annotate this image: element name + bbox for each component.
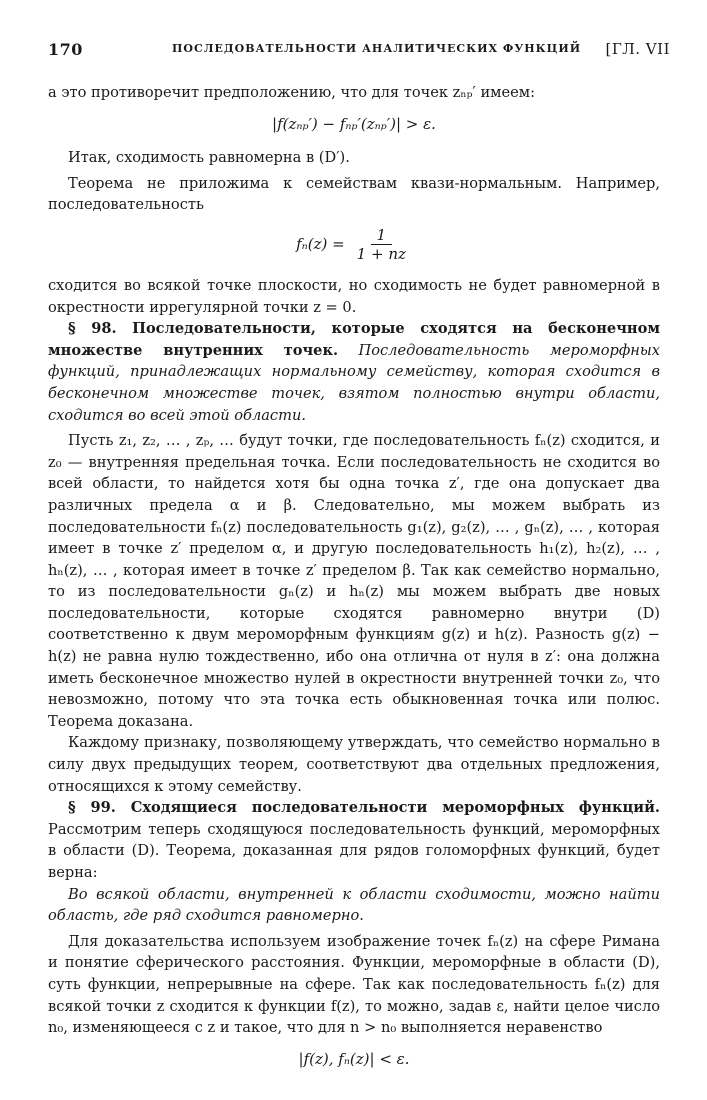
fraction-numerator: 1 xyxy=(371,226,393,245)
theorem-statement: Во всякой области, внутренней к области сходимости, можно найти область, где ряд сходится равномерно. xyxy=(48,885,660,925)
paragraph: Итак, сходимость равномерна в (D′). xyxy=(68,149,350,167)
paragraph: Пусть z₁, z₂, … , zₚ, … будут точки, где последовательность fₙ(z) сходится, и z₀ — внутренняя предельная точка. Если последовательность не сходится во всей области, то найдется хотя бы одна точка z′, где она допускает два различных предела α и β. Следовательно, мы можем выбрать из последовательности fₙ(z) последовательность g₁(z), g₂(z), … , gₙ(z), … , которая имеет в точке z′ пределом α, и другую последовательность h₁(z), h₂(z), … , hₙ(z), … , которая имеет в точке z′ пределом β. Так как семейство нормально, то из последовательности gₙ(z) и hₙ(z) мы можем выбрать две новых последовательности, которые сходятся равномерно внутри (D) соответственно к двум мероморфным функциям g(z) и h(z). Разность g(z) − h(z) не равна нулю тождественно, ибо она отлична от нуля в z′: она должна иметь бесконечное множество нулей в окрестности внутренней точки z₀, что невозможно, потому что эта точка есть обыкновенная точка или полюс. Теорема доказана. xyxy=(48,432,660,730)
chapter-label: [ГЛ. VII xyxy=(605,40,670,58)
formula-fraction xyxy=(48,226,660,263)
paragraph: Теорема не приложима к семействам квази-нормальным. Например, последовательность xyxy=(48,174,660,214)
page-number: 170 xyxy=(48,40,83,59)
formula-inequality: |f(zₙₚ′) − fₙₚ′(zₙₚ′)| > ε. xyxy=(272,114,436,133)
paragraph: а это противоречит предположению, что для точек zₙₚ′ имеем: xyxy=(48,84,536,101)
section-99 xyxy=(48,797,660,883)
page-body xyxy=(48,82,660,1082)
page-header xyxy=(48,40,670,62)
paragraph: сходится во всякой точке плоскости, но сходимость не будет равномерной в окрестности иррегулярной точки z = 0. xyxy=(48,276,660,316)
paragraph: Каждому признаку, позволяющему утверждать, что семейство нормально в силу двух предыдущих теорем, соответствуют два отдельных предложения, относящихся к этому семейству. xyxy=(48,734,660,795)
section-heading: § 98. Последовательности, которые сходятся на бесконечном множестве внутренних точек. xyxy=(48,320,660,359)
section-text: Рассмотрим теперь сходящуюся последовательность функций, мероморфных в области (D). Теорема, доказанная для рядов голоморфных функций, будет верна: xyxy=(48,820,660,881)
theorem-statement: Последовательность мероморфных функций, принадлежащих нормальному семейству, которая сходится в бесконечном множестве точек, взятом полностью внутри области, сходится во всей этой области. xyxy=(48,341,661,424)
formula-inequality: |f(z), fₙ(z)| < ε. xyxy=(298,1049,410,1068)
paragraph: Для доказательства используем изображение точек fₙ(z) на сфере Римана и понятие сферического расстояния. Функции, мероморфные в области (D), суть функции, непрерывные на сфере. Так как последовательность fₙ(z) для всякой точки z сходится к функции f(z), то можно, задав ε, найти целое число n₀, изменяющееся с z и такое, что для n > n₀ выполняется неравенство xyxy=(48,932,660,1037)
formula-lhs: fₙ(z) = xyxy=(296,234,345,253)
section-heading: § 99. Сходящиеся последовательности мероморфных функций. xyxy=(68,799,660,817)
running-title: ПОСЛЕДОВАТЕЛЬНОСТИ АНАЛИТИЧЕСКИХ ФУНКЦИЙ xyxy=(172,42,582,55)
section-98 xyxy=(48,318,660,426)
fraction xyxy=(351,226,412,263)
fraction-denominator: 1 + nz xyxy=(356,244,406,263)
